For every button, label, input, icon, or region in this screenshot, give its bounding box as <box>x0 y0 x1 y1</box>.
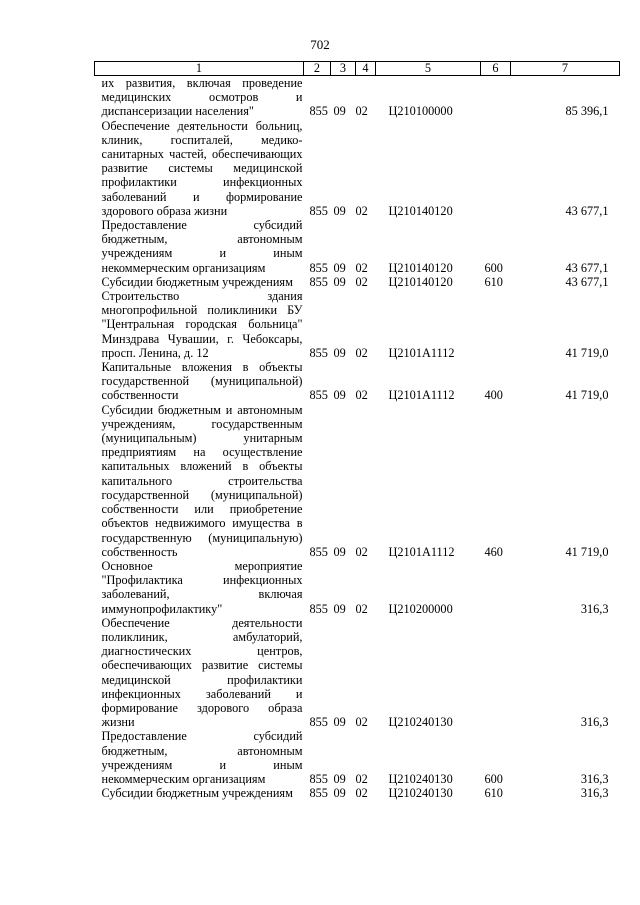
row-target-article: Ц210240130 <box>388 786 453 801</box>
row-expense-type <box>481 76 511 119</box>
row-subsection-code: 02 <box>355 345 368 360</box>
table-row <box>95 360 620 403</box>
header-col-5: 5 <box>376 62 481 76</box>
row-expense-type: 610 <box>484 786 503 801</box>
row-subsection-code: 02 <box>355 771 368 786</box>
row-subsection-code: 02 <box>355 786 368 801</box>
row-name <box>95 559 304 616</box>
table-row <box>95 729 620 786</box>
row-name <box>95 786 304 800</box>
row-name-text: Предоставление субсидий бюджетным, автономным учреждениям и иным некоммерческим организациям <box>101 218 303 275</box>
row-amount: 41 719,0 <box>565 544 609 559</box>
row-amount: 316,3 <box>580 771 609 786</box>
row-name <box>95 616 304 730</box>
row-name-text: Капитальные вложения в объекты государственной (муниципальной) собственности <box>101 360 303 403</box>
row-section-code: 09 <box>333 771 346 786</box>
table-row <box>95 289 620 360</box>
row-subsection-code: 02 <box>355 715 368 730</box>
row-ministry-code: 855 <box>309 260 328 275</box>
row-ministry-code: 855 <box>309 104 328 119</box>
row-ministry-code: 855 <box>309 771 328 786</box>
row-expense-type: 460 <box>484 544 503 559</box>
table-row <box>95 559 620 616</box>
header-row <box>95 62 620 76</box>
row-name-text: Основное мероприятие "Профилактика инфекционных заболеваний, включая иммунопрофилактику" <box>101 558 303 616</box>
row-section-code: 09 <box>333 715 346 730</box>
header-col-1: 1 <box>95 62 304 76</box>
row-target-article: Ц210140120 <box>388 203 453 218</box>
row-target-article: Ц210240130 <box>388 771 453 786</box>
row-expense-type <box>481 119 511 218</box>
row-subsection-code: 02 <box>355 203 368 218</box>
row-target-article: Ц210140120 <box>388 274 453 289</box>
row-subsection-code: 02 <box>355 260 368 275</box>
row-amount: 316,3 <box>580 715 609 730</box>
row-name <box>95 729 304 786</box>
row-ministry-code: 855 <box>309 345 328 360</box>
row-target-article: Ц210200000 <box>388 601 453 616</box>
row-expense-type <box>481 616 511 730</box>
row-ministry-code: 855 <box>309 544 328 559</box>
row-name-text: Обеспечение деятельности поликлиник, амбулаторий, диагностических центров, обеспечивающих развитие системы медицинской профилактики инфекционных заболеваний и формирование здорового образа жизни <box>101 615 303 730</box>
row-amount: 41 719,0 <box>565 345 609 360</box>
row-name <box>95 360 304 403</box>
header-col-3: 3 <box>331 62 356 76</box>
table-header <box>95 62 620 76</box>
row-section-code: 09 <box>333 345 346 360</box>
row-ministry-code: 855 <box>309 274 328 289</box>
table-row <box>95 76 620 119</box>
row-subsection-code: 02 <box>355 274 368 289</box>
row-subsection-code: 02 <box>355 601 368 616</box>
row-name <box>95 119 304 218</box>
row-subsection-code: 02 <box>355 104 368 119</box>
row-amount: 316,3 <box>580 601 609 616</box>
row-name <box>95 289 304 360</box>
row-expense-type <box>481 289 511 360</box>
row-subsection-code: 02 <box>355 544 368 559</box>
header-col-7: 7 <box>511 62 620 76</box>
row-ministry-code: 855 <box>309 388 328 403</box>
header-col-2: 2 <box>304 62 331 76</box>
header-col-6: 6 <box>481 62 511 76</box>
row-section-code: 09 <box>333 388 346 403</box>
row-expense-type: 600 <box>484 771 503 786</box>
row-section-code: 09 <box>333 104 346 119</box>
row-name-text: Строительство здания многопрофильной поликлиники БУ "Центральная городская больница" Минздрава Чувашии, г. Чебоксары, просп. Ленина, д. 12 <box>101 289 303 360</box>
row-target-article: Ц210140120 <box>388 260 453 275</box>
row-section-code: 09 <box>333 544 346 559</box>
row-target-article: Ц2101А1112 <box>388 345 455 360</box>
row-expense-type <box>481 559 511 616</box>
table-row <box>95 616 620 730</box>
row-name <box>95 403 304 559</box>
row-name-text: Субсидии бюджетным учреждениям <box>101 786 293 801</box>
row-amount: 316,3 <box>580 786 609 801</box>
row-name-text: Предоставление субсидий бюджетным, автономным учреждениям и иным некоммерческим организациям <box>101 729 303 786</box>
row-name-text: Субсидии бюджетным и автономным учреждениям, государственным (муниципальным) унитарным предприятиям на осуществление капитальных вложений в объекты капитального строительства государственной (муниципальной) собственности или приобретение объектов недвижимого имущества в государственную (муниципальную) собственность <box>101 402 303 559</box>
row-target-article: Ц210100000 <box>388 104 453 119</box>
row-name <box>95 218 304 275</box>
row-target-article: Ц2101А1112 <box>388 388 455 403</box>
row-amount: 43 677,1 <box>565 260 609 275</box>
row-amount: 41 719,0 <box>565 388 609 403</box>
row-name-text: Обеспечение деятельности больниц, клиник, госпиталей, медико-санитарных частей, обеспечивающих развитие системы медицинской профилактики инфекционных заболеваний и формирование здорового образа жизни <box>101 118 303 218</box>
row-ministry-code: 855 <box>309 601 328 616</box>
table-row <box>95 275 620 289</box>
row-ministry-code: 855 <box>309 203 328 218</box>
row-amount: 43 677,1 <box>565 203 609 218</box>
row-name <box>95 76 304 119</box>
row-ministry-code: 855 <box>309 786 328 801</box>
row-target-article: Ц2101А1112 <box>388 544 455 559</box>
row-section-code: 09 <box>333 786 346 801</box>
row-section-code: 09 <box>333 601 346 616</box>
table-row <box>95 786 620 800</box>
table-row <box>95 119 620 218</box>
row-subsection-code: 02 <box>355 388 368 403</box>
row-expense-type: 400 <box>484 388 503 403</box>
row-section-code: 09 <box>333 274 346 289</box>
row-amount: 43 677,1 <box>565 274 609 289</box>
row-ministry-code: 855 <box>309 715 328 730</box>
row-name-text: Субсидии бюджетным учреждениям <box>101 274 293 289</box>
row-name-text: их развития, включая проведение медицинских осмотров и диспансеризации населения" <box>101 76 303 119</box>
budget-table <box>94 61 620 800</box>
row-section-code: 09 <box>333 203 346 218</box>
row-expense-type: 610 <box>484 274 503 289</box>
table-row <box>95 218 620 275</box>
row-expense-type: 600 <box>484 260 503 275</box>
table-row <box>95 403 620 559</box>
header-col-4: 4 <box>356 62 376 76</box>
table-body <box>95 76 620 801</box>
row-name <box>95 275 304 289</box>
row-target-article: Ц210240130 <box>388 715 453 730</box>
row-amount: 85 396,1 <box>565 104 609 119</box>
page-number: 702 <box>310 37 330 52</box>
row-section-code: 09 <box>333 260 346 275</box>
